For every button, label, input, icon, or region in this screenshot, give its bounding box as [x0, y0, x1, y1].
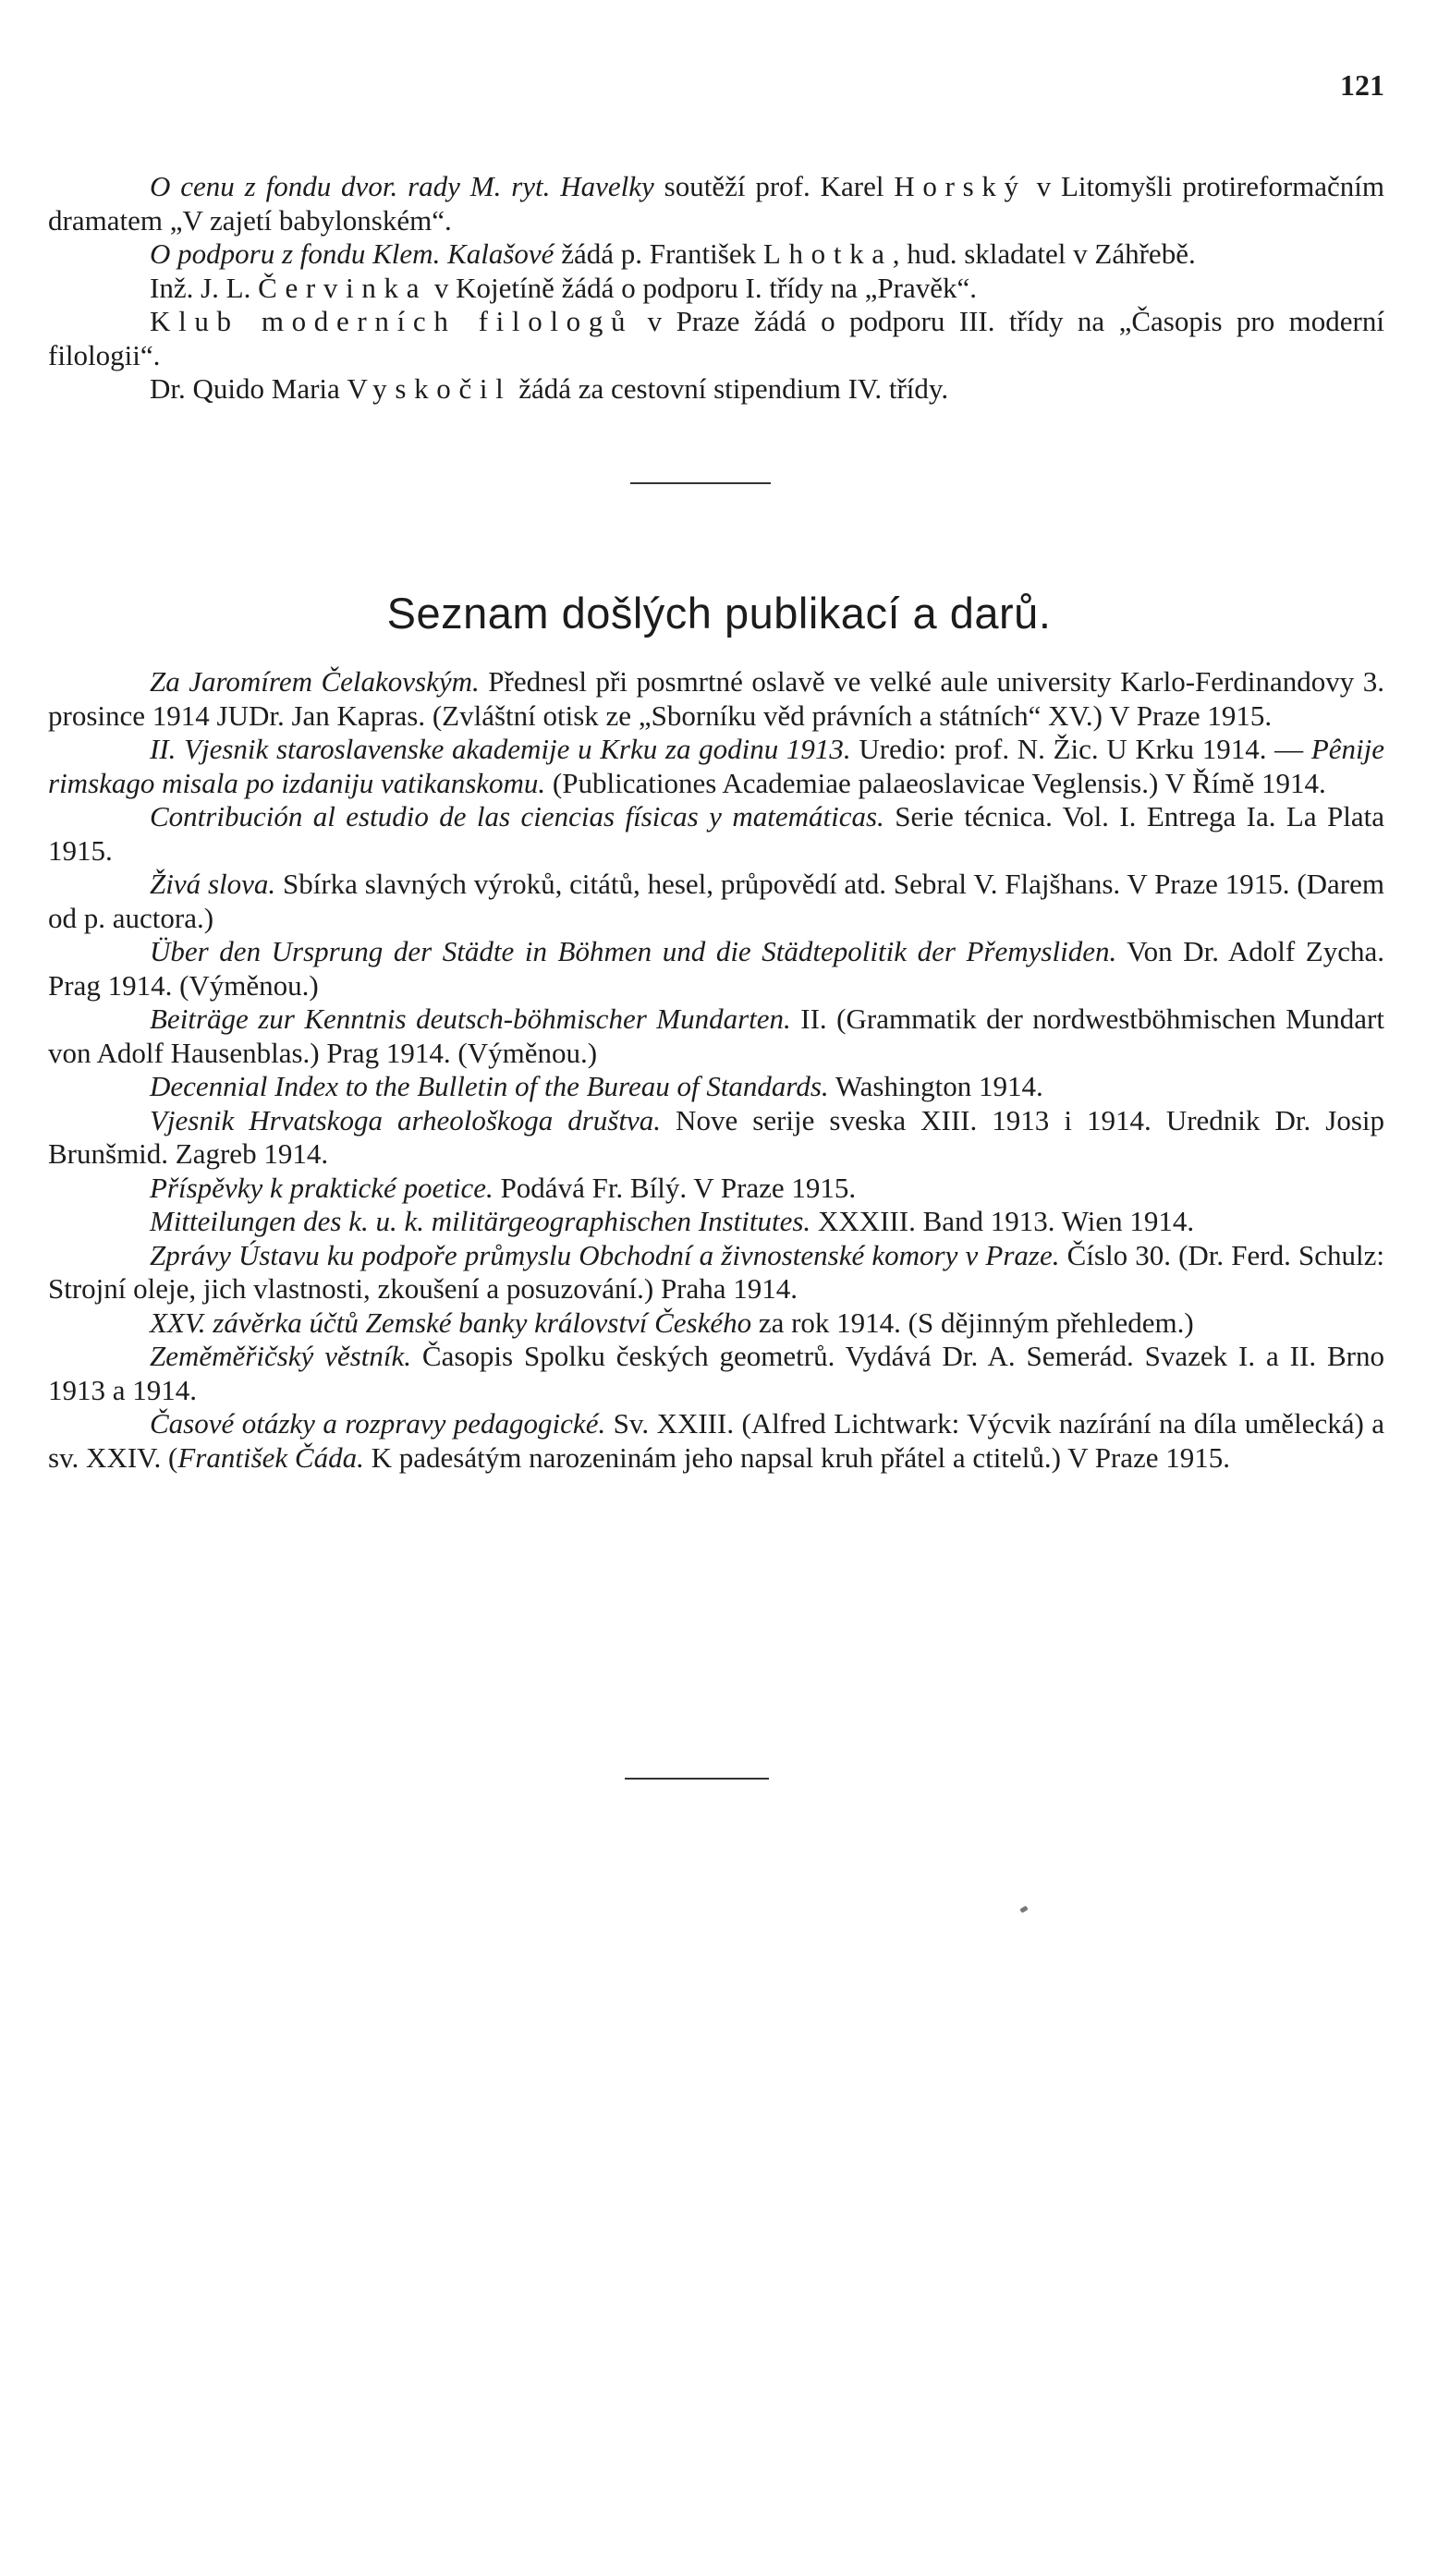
- publication-title: Živá slova.: [150, 868, 276, 900]
- publication-title: Zprávy Ústavu ku podpoře průmyslu Obchodní a živnostenské komory v Praze.: [150, 1238, 1060, 1271]
- section-divider: [625, 1778, 769, 1780]
- publication-details: Podává Fr. Bílý. V Praze 1915.: [493, 1171, 857, 1204]
- publication-details: Uredio: prof. N. Žic. U Krku 1914. —: [850, 733, 1311, 765]
- entry-text: , hud. skladatel v Záhřebě.: [892, 237, 1196, 270]
- publication-details: za rok 1914. (S dějinným přehledem.): [751, 1306, 1194, 1339]
- entry-text: Dr. Quido Maria: [150, 372, 347, 405]
- publication-details: Washington 1914.: [828, 1070, 1043, 1102]
- publication-details: Časopis Spolku českých geometrů. Vydává Dr. A. Semerád. Svazek I. a II. Brno 1913 a 1914.: [48, 1340, 1384, 1406]
- publication-title: Příspěvky k praktické poetice.: [150, 1171, 494, 1204]
- entry-text: v Praze žádá o podporu III. třídy na „Časopis pro moderní filologii“.: [48, 305, 1384, 371]
- publication-entry: [48, 733, 1384, 800]
- publication-details: Sbírka slavných výroků, citátů, hesel, průpovědí atd. Sebral V. Flajšhans. V Praze 1915. (Darem od p. auctora.): [48, 868, 1384, 934]
- print-speck: [1019, 1905, 1028, 1913]
- publication-title: XXV. závěrka účtů Zemské banky království Českého: [150, 1306, 752, 1339]
- entry-spaced-name: Lhotka: [762, 237, 893, 270]
- publication-details: Serie técnica. Vol. I. Entrega Ia. La Plata 1915.: [48, 800, 1384, 867]
- entry-spaced-name: Klub moderních filologů: [150, 305, 634, 337]
- publication-title: Vjesnik Hrvatskoga arheološkoga društva.: [150, 1103, 661, 1136]
- publication-entry: [48, 1002, 1384, 1070]
- publication-details: XXXIII. Band 1913. Wien 1914.: [810, 1205, 1195, 1237]
- publication-entry: [48, 1407, 1384, 1475]
- grant-request-entry: [48, 237, 1384, 272]
- publication-title: Časové otázky a rozpravy pedagogické.: [150, 1407, 606, 1440]
- grant-request-entry: [48, 272, 1384, 306]
- entry-text: soutěží prof. Karel: [653, 170, 895, 202]
- publication-entry: [48, 1306, 1384, 1341]
- publication-entry: [48, 665, 1384, 733]
- publication-entry: [48, 868, 1384, 935]
- publication-entry: [48, 1070, 1384, 1104]
- publication-details: Sv. XXIII. (Alfred Lichtwark: Výcvik nazírání na díla umělecká) a sv. XXIV. (: [48, 1407, 1384, 1474]
- publication-title: Pênije rimskago misala po izdaniju vatikanskomu.: [48, 733, 1384, 799]
- entry-text: v Kojetíně žádá o podporu I. třídy na „Pravěk“.: [427, 271, 977, 304]
- entry-text: žádá p. František: [554, 237, 763, 270]
- publication-title: II. Vjesnik staroslavenske akademije u Krku za godinu 1913.: [150, 733, 851, 765]
- grant-request-entry: [48, 372, 1384, 407]
- publication-title: Contribución al estudio de las ciencias físicas y matemáticas.: [150, 800, 884, 832]
- section-divider: [630, 482, 771, 484]
- publication-details: II. (Grammatik der nordwestböhmischen Mundart von Adolf Hausenblas.) Prag 1914. (Výměnou.): [48, 1002, 1384, 1069]
- publication-details: (Publicationes Academiae palaeoslavicae Veglensis.) V Římě 1914.: [545, 766, 1326, 799]
- publication-details: Číslo 30. (Dr. Ferd. Schulz: Strojní oleje, jich vlastnosti, zkoušení a posuzování.) Praha 1914.: [48, 1238, 1384, 1305]
- publication-title: Beiträge zur Kenntnis deutsch-böhmischer Mundarten.: [150, 1002, 791, 1035]
- publication-entry: [48, 1340, 1384, 1407]
- publication-entry: [48, 1172, 1384, 1206]
- grant-request-entry: [48, 170, 1384, 237]
- entry-spaced-name: Červinka: [258, 271, 428, 304]
- grant-requests-section: [48, 170, 1384, 407]
- publication-title: Mitteilungen des k. u. k. militärgeographischen Institutes.: [150, 1205, 811, 1237]
- entry-italic-title: O podporu z fondu Klem. Kalašové: [150, 237, 554, 270]
- publication-details: K padesátým narozeninám jeho napsal kruh přátel a ctitelů.) V Praze 1915.: [363, 1440, 1231, 1474]
- entry-text: v Litomyšli protireformačním dramatem „V zajetí babylonském“.: [48, 170, 1385, 237]
- publication-title: Decennial Index to the Bulletin of the Bureau of Standards.: [150, 1070, 829, 1102]
- publication-title: František Čáda.: [177, 1440, 364, 1474]
- publication-title: Za Jaromírem Čelakovským.: [150, 665, 480, 698]
- entry-italic-title: O cenu z fondu dvor. rady M. ryt. Havelky: [150, 170, 654, 202]
- publication-entry: [48, 935, 1384, 1002]
- publication-entry: [48, 1205, 1384, 1239]
- publication-title: Zeměměřičský věstník.: [150, 1340, 412, 1372]
- entry-spaced-name: Vyskočil: [347, 372, 512, 405]
- section-heading: Seznam došlých publikací a darů.: [386, 589, 1052, 638]
- publications-list: [48, 665, 1384, 1475]
- page-number: 121: [1340, 68, 1384, 102]
- entry-text: žádá za cestovní stipendium IV. třídy.: [511, 372, 949, 405]
- publication-details: Nove serije sveska XIII. 1913 i 1914. Urednik Dr. Josip Brunšmid. Zagreb 1914.: [48, 1103, 1384, 1170]
- grant-request-entry: [48, 305, 1384, 372]
- publication-entry: [48, 1239, 1384, 1306]
- publication-title: Über den Ursprung der Städte in Böhmen und die Städtepolitik der Přemysliden.: [150, 935, 1117, 967]
- publication-details: Von Dr. Adolf Zycha. Prag 1914. (Výměnou.): [48, 935, 1384, 1002]
- publication-details: Přednesl při posmrtné oslavě ve velké aule university Karlo-Ferdinandovy 3. prosince 1914 JUDr. Jan Kapras. (Zvláštní otisk ze „Sborníku věd právních a státních“ XV.) V Praze 1915.: [48, 665, 1384, 732]
- entry-spaced-name: Horský: [894, 170, 1027, 202]
- publication-entry: [48, 1104, 1384, 1172]
- publication-entry: [48, 800, 1384, 868]
- entry-text: Inž. J. L.: [150, 271, 259, 304]
